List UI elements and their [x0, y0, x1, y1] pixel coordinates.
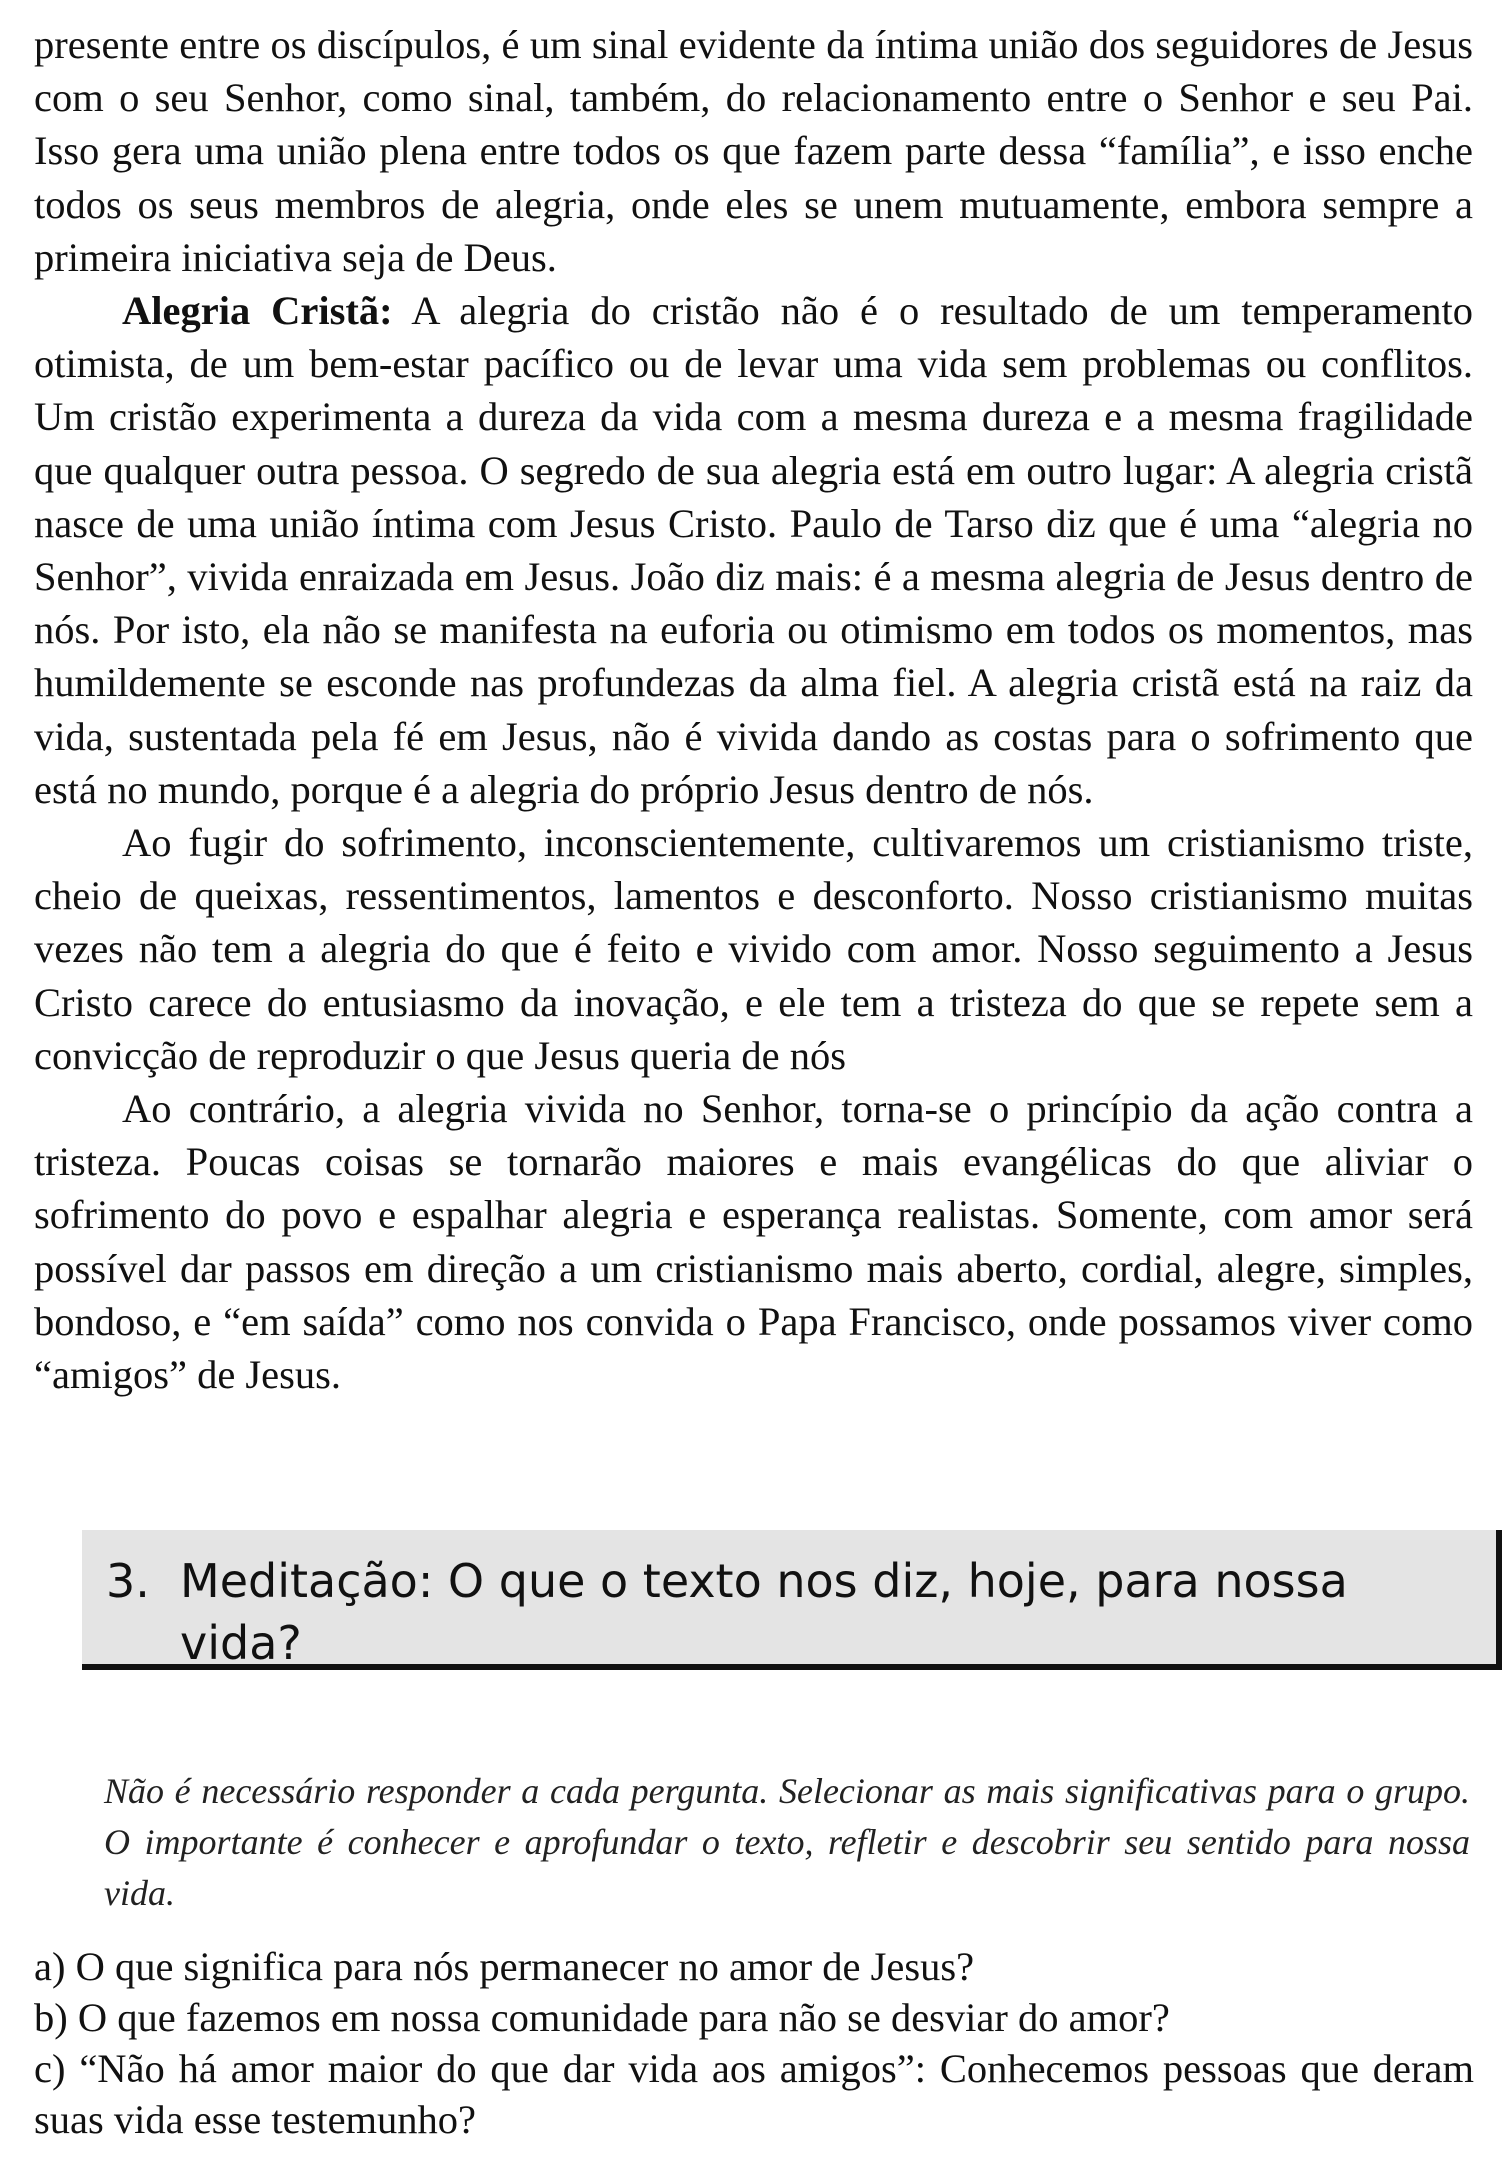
alegria-crista-label: Alegria Cristã:	[122, 288, 393, 334]
section-number: 3.	[106, 1554, 150, 1608]
body-paragraph-2	[34, 284, 1473, 816]
question-list	[34, 1941, 1474, 2145]
question-b: b) O que fazemos em nossa comunidade para não se desviar do amor?	[34, 1995, 1170, 2040]
section-title: Meditação: O que o texto nos diz, hoje, para nossa vida?	[180, 1554, 1348, 1670]
section-heading-box	[82, 1530, 1502, 1670]
question-a: a) O que significa para nós permanecer no amor de Jesus?	[34, 1944, 975, 1989]
body-paragraph-4: Ao contrário, a alegria vivida no Senhor, torna-se o princípio da ação contra a tristeza. Poucas coisas se tornarão maiores e mais evangélicas do que aliviar o sofrimento do povo e espalhar alegria e esperança realistas. Somente, com amor será possível dar passos em direção a um cristianismo mais aberto, cordial, alegre, simples, bondoso, e “em saída” como nos convida o Papa Francisco, onde possamos viver como “amigos” de Jesus.	[34, 1086, 1473, 1398]
question-c: c) “Não há amor maior do que dar vida aos amigos”: Conhecemos pessoas que deram suas vida esse testemunho?	[34, 2046, 1474, 2142]
instruction-note: Não é necessário responder a cada pergunta. Selecionar as mais significativas para o grupo. O importante é conhecer e aprofundar o texto, refletir e descobrir seu sentido para nossa vida.	[104, 1771, 1470, 1913]
body-paragraph-2-text: A alegria do cristão não é o resultado de um temperamento otimista, de um bem-estar pacífico ou de levar uma vida sem problemas ou conflitos. Um cristão experimenta a dureza da vida com a mesma dureza e a mesma fragilidade que qualquer outra pessoa. O segredo de sua alegria está em outro lugar: A alegria cristã nasce de uma união íntima com Jesus Cristo. Paulo de Tarso diz que é uma “alegria no Senhor”, vivida enraizada em Jesus. João diz mais: é a mesma alegria de Jesus dentro de nós. Por isto, ela não se manifesta na euforia ou otimismo em todos os momentos, mas humildemente se esconde nas profundezas da alma fiel. A alegria cristã está na raiz da vida, sustentada pela fé em Jesus, não é vivida dando as costas para o sofrimento que está no mundo, porque é a alegria do próprio Jesus dentro de nós.	[34, 288, 1473, 812]
body-paragraph-1: presente entre os discípulos, é um sinal evidente da íntima união dos seguidores de Jesus com o seu Senhor, como sinal, também, do relacionamento entre o Senhor e seu Pai. Isso gera uma união plena entre todos os que fazem parte dessa “família”, e isso enche todos os seus membros de alegria, onde eles se unem mutuamente, embora sempre a primeira iniciativa seja de Deus.	[34, 22, 1473, 280]
body-paragraph-3: Ao fugir do sofrimento, inconscientemente, cultivaremos um cristianismo triste, cheio de queixas, ressentimentos, lamentos e desconforto. Nosso cristianismo muitas vezes não tem a alegria do que é feito e vivido com amor. Nosso seguimento a Jesus Cristo carece do entusiasmo da inovação, e ele tem a tristeza do que se repete sem a convicção de reproduzir o que Jesus queria de nós	[34, 820, 1473, 1078]
